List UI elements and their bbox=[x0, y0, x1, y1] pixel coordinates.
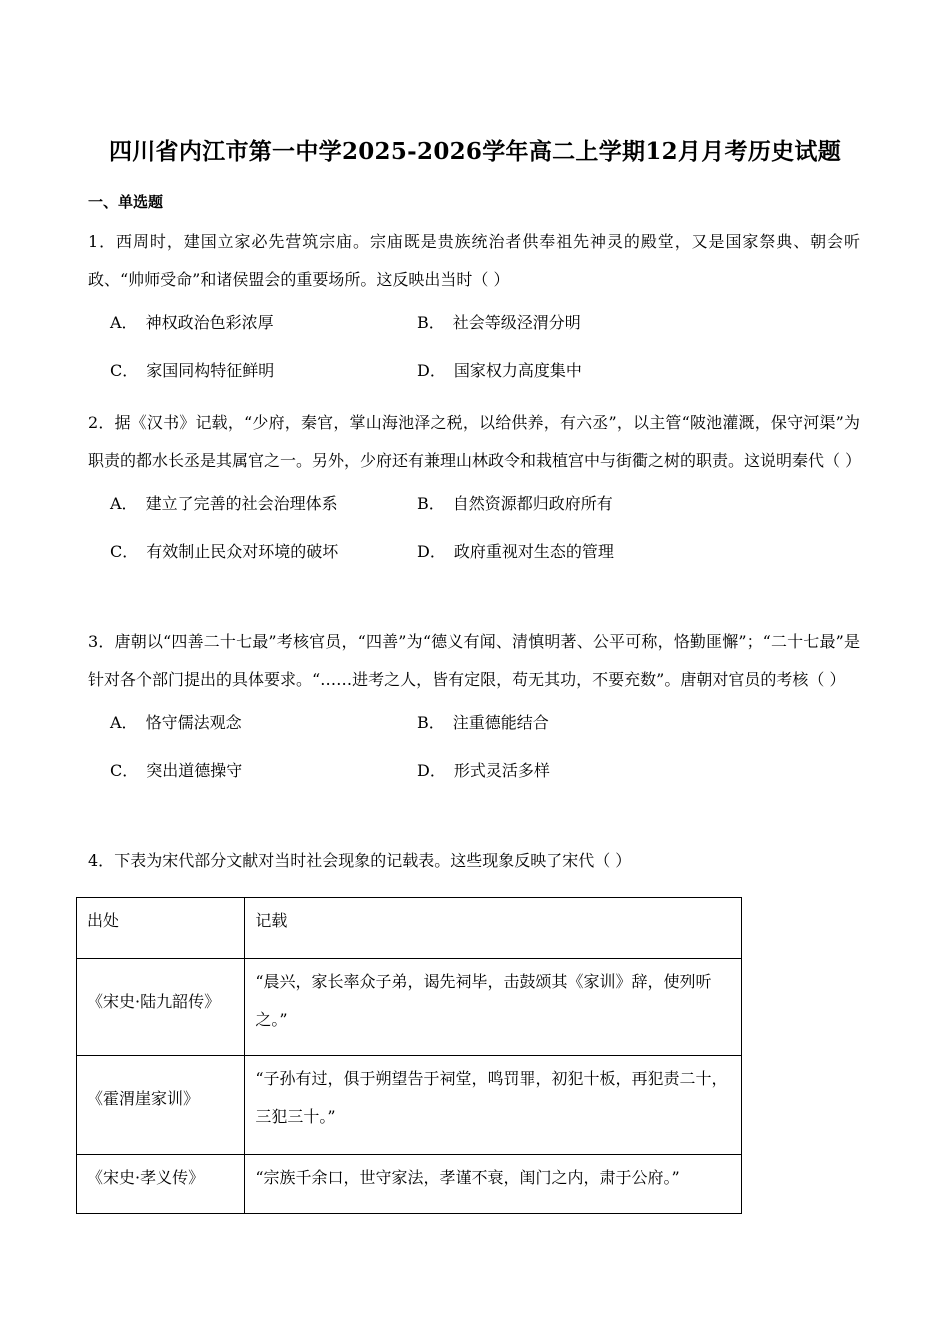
cell-text: “宗族千余口，世守家法，孝谨不衰，闺门之内，肃于公府。” bbox=[255, 1168, 680, 1187]
header-record: 记载 bbox=[255, 911, 288, 930]
option-b[interactable] bbox=[417, 707, 549, 739]
option-a[interactable] bbox=[110, 707, 242, 739]
option-text: 政府重视对生态的管理 bbox=[453, 542, 614, 561]
option-text: 注重德能结合 bbox=[452, 713, 549, 732]
options bbox=[88, 707, 860, 803]
question-number: 2． bbox=[88, 413, 115, 432]
option-text: 神权政治色彩浓厚 bbox=[145, 313, 274, 332]
question-4 bbox=[88, 842, 860, 880]
question-text: 西周时，建国立家必先营筑宗庙。宗庙既是贵族统治者供奉祖先神灵的殿堂，又是国家祭典、朝会听政、“帅师受命”和诸侯盟会的重要场所。这反映出当时（ ） bbox=[88, 232, 860, 289]
page-title: 四川省内江市第一中学2025-2026学年高二上学期12月月考历史试题 bbox=[108, 138, 842, 165]
table-cell-record bbox=[245, 1056, 742, 1155]
options bbox=[88, 307, 860, 403]
option-c[interactable] bbox=[110, 536, 338, 568]
section-heading: 一、单选题 bbox=[88, 193, 164, 211]
table-header-cell bbox=[77, 898, 245, 959]
table-header-cell bbox=[245, 898, 742, 959]
header-source: 出处 bbox=[87, 911, 120, 930]
option-letter: C． bbox=[110, 361, 139, 380]
option-letter: A． bbox=[110, 713, 138, 732]
table-cell-source bbox=[77, 1056, 245, 1155]
option-letter: A． bbox=[110, 494, 138, 513]
question-stem bbox=[88, 223, 860, 299]
cell-text: 《宋史·陆九韶传》 bbox=[87, 992, 221, 1011]
option-c[interactable] bbox=[110, 355, 274, 387]
option-text: 自然资源都归政府所有 bbox=[452, 494, 613, 513]
cell-text: “子孙有过，俱于朔望告于祠堂，鸣罚罪，初犯十板，再犯责二十，三犯三十。” bbox=[255, 1069, 728, 1126]
options bbox=[88, 488, 860, 584]
question-text: 据《汉书》记载，“少府，秦官，掌山海池泽之税，以给供养，有六丞”，以主管“陂池灌溉，保守河渠”为职责的都水长丞是其属官之一。另外，少府还有兼理山林政令和栽植宫中与街衢之树的职责。这说明秦代（ ） bbox=[88, 413, 862, 470]
option-letter: B． bbox=[417, 494, 445, 513]
question-stem bbox=[88, 404, 860, 480]
table-cell-source bbox=[77, 1155, 245, 1214]
question-text: 下表为宋代部分文献对当时社会现象的记载表。这些现象反映了宋代（ ） bbox=[114, 851, 632, 870]
question-2 bbox=[88, 404, 860, 584]
option-letter: D． bbox=[417, 361, 446, 380]
option-text: 建立了完善的社会治理体系 bbox=[145, 494, 338, 513]
question-text: 唐朝以“四善二十七最”考核官员，“四善”为“德义有闻、清慎明著、公平可称，恪勤匪懈”；“二十七最”是针对各个部门提出的具体要求。“……进考之人，皆有定限，苟无其功，不要充数”。唐朝对官员的考核（ ） bbox=[88, 632, 860, 689]
question-stem bbox=[88, 623, 860, 699]
cell-text: 《宋史·孝义传》 bbox=[87, 1168, 205, 1187]
option-c[interactable] bbox=[110, 755, 242, 787]
question-stem bbox=[88, 842, 860, 880]
option-letter: A． bbox=[110, 313, 138, 332]
question-3 bbox=[88, 623, 860, 803]
option-letter: B． bbox=[417, 313, 445, 332]
option-letter: C． bbox=[110, 542, 139, 561]
option-text: 有效制止民众对环境的破坏 bbox=[146, 542, 339, 561]
table-row bbox=[77, 1056, 742, 1155]
record-table bbox=[76, 897, 742, 1214]
question-number: 4． bbox=[88, 851, 115, 870]
table-row bbox=[77, 1155, 742, 1214]
table-cell-source bbox=[77, 959, 245, 1056]
option-text: 社会等级泾渭分明 bbox=[452, 313, 581, 332]
question-number: 3． bbox=[88, 632, 115, 651]
cell-text: 《霍渭崖家训》 bbox=[87, 1089, 200, 1108]
option-d[interactable] bbox=[417, 536, 614, 568]
option-text: 恪守儒法观念 bbox=[145, 713, 242, 732]
option-b[interactable] bbox=[417, 488, 613, 520]
option-text: 突出道德操守 bbox=[146, 761, 243, 780]
option-text: 家国同构特征鲜明 bbox=[146, 361, 275, 380]
option-letter: B． bbox=[417, 713, 445, 732]
option-b[interactable] bbox=[417, 307, 581, 339]
option-d[interactable] bbox=[417, 755, 550, 787]
option-letter: D． bbox=[417, 761, 446, 780]
table-cell-record bbox=[245, 1155, 742, 1214]
table-cell-record bbox=[245, 959, 742, 1056]
cell-text: “晨兴，家长率众子弟，谒先祠毕，击鼓颂其《家训》辞，使列听之。” bbox=[255, 972, 712, 1029]
option-letter: D． bbox=[417, 542, 446, 561]
option-d[interactable] bbox=[417, 355, 582, 387]
option-letter: C． bbox=[110, 761, 139, 780]
question-1 bbox=[88, 223, 860, 403]
option-a[interactable] bbox=[110, 488, 338, 520]
option-a[interactable] bbox=[110, 307, 274, 339]
table-row bbox=[77, 959, 742, 1056]
option-text: 形式灵活多样 bbox=[453, 761, 550, 780]
question-number: 1． bbox=[88, 232, 117, 251]
option-text: 国家权力高度集中 bbox=[453, 361, 582, 380]
table-header-row bbox=[77, 898, 742, 959]
